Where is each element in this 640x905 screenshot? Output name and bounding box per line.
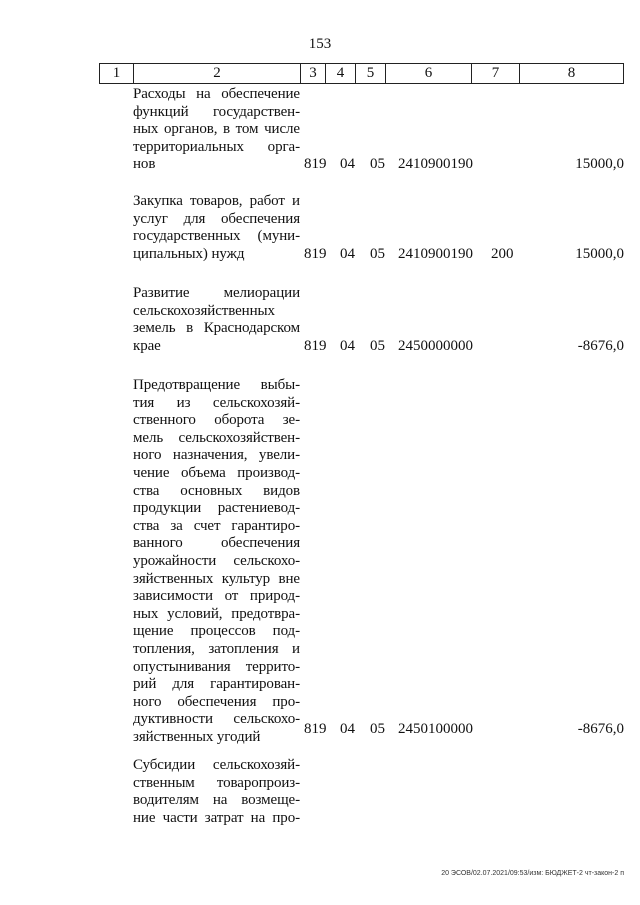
header-col-8: 8 xyxy=(520,64,624,84)
row-3-line-3: земель в Краснодарском xyxy=(133,320,300,337)
row-4-line-1: Предотвращение выбы- xyxy=(133,377,300,393)
row-4-line-12: зяйственных культур вне xyxy=(133,570,300,587)
row-1-line-2: функций государствен- xyxy=(133,103,300,120)
row-4-line-8: продукции растениевод- xyxy=(133,500,300,517)
header-col-3: 3 xyxy=(301,64,326,84)
row-1-line-1: Расходы на обеспечение xyxy=(133,86,300,102)
row-1-description xyxy=(133,86,300,174)
row-5-line-1: Субсидии сельскохозяй- xyxy=(133,757,300,773)
row-4-col-6: 2450100000 xyxy=(398,721,473,737)
row-4-line-20: дуктивности сельскохо- xyxy=(133,711,300,728)
row-4-line-14: ных условий, предотвра- xyxy=(133,605,300,622)
row-2-line-2: услуг для обеспечения xyxy=(133,210,300,227)
row-4-line-5: ного назначения, увели- xyxy=(133,447,300,464)
row-4-line-9: ства за счет гарантиро- xyxy=(133,517,300,534)
row-4-line-6: чение объема производ- xyxy=(133,464,300,481)
row-4-description xyxy=(133,377,300,746)
row-2-col-4: 04 xyxy=(340,246,355,262)
row-3-line-1: Развитие мелиорации xyxy=(133,285,300,301)
row-3-description xyxy=(133,285,300,355)
row-3-line-4: крае xyxy=(133,337,161,354)
row-4-line-16: топления, затопления и xyxy=(133,640,300,657)
row-4-line-2: тия из сельскохозяй- xyxy=(133,394,300,411)
row-2-col-8: 15000,0 xyxy=(575,246,624,262)
row-2-col-6: 2410900190 xyxy=(398,246,473,262)
row-4-line-7: ства основных видов xyxy=(133,482,300,499)
header-col-7: 7 xyxy=(472,64,520,84)
header-col-2: 2 xyxy=(134,64,301,84)
row-4-line-13: зависимости от природ- xyxy=(133,588,300,605)
row-5-line-2: ственным товаропроиз- xyxy=(133,774,300,791)
row-1-col-3: 819 xyxy=(304,156,327,172)
column-number-header xyxy=(99,63,624,84)
row-2-col-5: 05 xyxy=(370,246,385,262)
row-1-col-6: 2410900190 xyxy=(398,156,473,172)
header-col-5: 5 xyxy=(356,64,386,84)
row-3-col-4: 04 xyxy=(340,338,355,354)
row-2-col-7: 200 xyxy=(491,246,514,262)
row-2-col-3: 819 xyxy=(304,246,327,262)
row-3-col-3: 819 xyxy=(304,338,327,354)
row-1-line-4: территориальных орга- xyxy=(133,138,300,155)
row-4-line-3: ственного оборота зе- xyxy=(133,412,300,429)
row-2-description xyxy=(133,193,300,263)
row-1-line-5: нов xyxy=(133,156,156,173)
row-2-line-3: государственных (муни- xyxy=(133,228,300,245)
row-4-col-5: 05 xyxy=(370,721,385,737)
row-3-line-2: сельскохозяйственных xyxy=(133,302,275,319)
row-4-col-4: 04 xyxy=(340,721,355,737)
footer-stamp: 20 ЭСОВ/02.07.2021/09:53/изм: БЮДЖЕТ-2 чт-закон-2 п xyxy=(441,870,624,877)
row-4-col-3: 819 xyxy=(304,721,327,737)
row-5-description xyxy=(133,757,300,827)
row-4-line-21: зяйственных угодий xyxy=(133,728,261,745)
header-col-1: 1 xyxy=(100,64,134,84)
row-2-line-1: Закупка товаров, работ и xyxy=(133,193,300,209)
row-4-line-19: ного обеспечения про- xyxy=(133,693,300,710)
row-1-col-4: 04 xyxy=(340,156,355,172)
row-4-line-18: рий для гарантирован- xyxy=(133,676,300,693)
header-col-6: 6 xyxy=(386,64,472,84)
row-3-col-6: 2450000000 xyxy=(398,338,473,354)
row-4-line-17: опустынивания террито- xyxy=(133,658,300,675)
row-3-col-5: 05 xyxy=(370,338,385,354)
row-2-line-4: ципальных) нужд xyxy=(133,245,245,262)
row-1-col-5: 05 xyxy=(370,156,385,172)
row-4-line-10: ванного обеспечения xyxy=(133,535,300,552)
page-number: 153 xyxy=(308,36,332,52)
row-4-line-15: щение процессов под- xyxy=(133,623,300,640)
row-4-line-11: урожайности сельскохо- xyxy=(133,552,300,569)
row-5-line-3: водителям на возмеще- xyxy=(133,792,300,809)
header-col-4: 4 xyxy=(326,64,356,84)
row-5-line-4: ние части затрат на про- xyxy=(133,809,300,826)
row-1-col-8: 15000,0 xyxy=(575,156,624,172)
row-1-line-3: ных органов, в том числе xyxy=(133,121,300,138)
row-3-col-8: -8676,0 xyxy=(577,338,624,354)
row-4-line-4: мель сельскохозяйствен- xyxy=(133,429,300,446)
row-4-col-8: -8676,0 xyxy=(577,721,624,737)
